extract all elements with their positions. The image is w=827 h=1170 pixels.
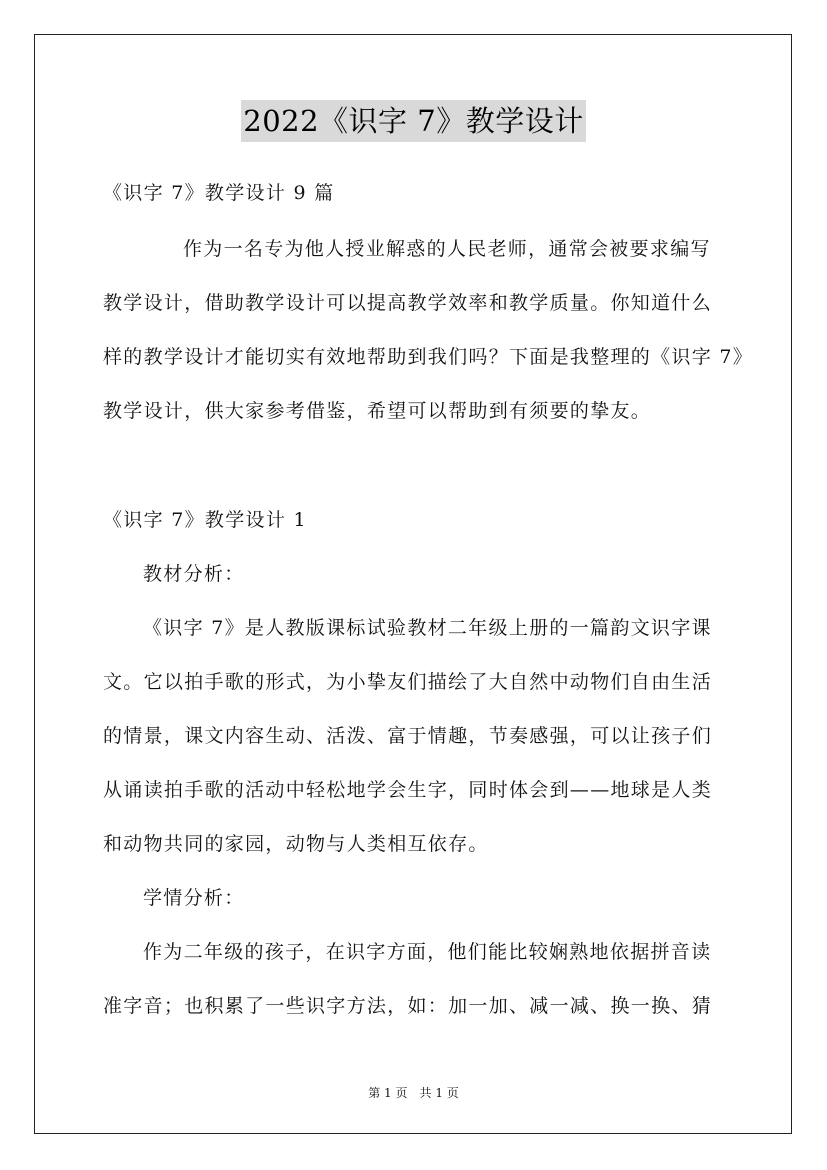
- material-line-5: 和动物共同的家园，动物与人类相互依存。: [103, 833, 489, 855]
- intro-line-4: 教学设计，供大家参考借鉴，希望可以帮助到有须要的挚友。: [103, 400, 652, 422]
- title-container: [0, 100, 827, 142]
- material-line-4: 从诵读拍手歌的活动中轻松地学会生字，同时体会到——地球是人类: [103, 779, 713, 801]
- page-footer: 第 1 页 共 1 页: [368, 1086, 459, 1100]
- material-line-3: 的情景，课文内容生动、活泼、富于情趣，节奏感强，可以让孩子们: [103, 725, 713, 747]
- heading-student: 学情分析：: [143, 887, 245, 909]
- intro-line-2: 教学设计，借助教学设计可以提高教学效率和教学质量。你知道什么: [103, 292, 713, 314]
- material-line-2: 文。它以拍手歌的形式，为小挚友们描绘了大自然中动物们自由生活: [103, 671, 713, 693]
- intro-line-1: 作为一名专为他人授业解惑的人民老师，通常会被要求编写: [183, 238, 711, 260]
- student-line-1: 作为二年级的孩子，在识字方面，他们能比较娴熟地依据拼音读: [143, 941, 712, 963]
- intro-line-3: 样的教学设计才能切实有效地帮助到我们吗？下面是我整理的《识字 7》: [103, 346, 754, 368]
- section-title: 《识字 7》教学设计 1: [103, 509, 307, 531]
- heading-material: 教材分析：: [143, 563, 245, 585]
- material-line-1: 《识字 7》是人教版课标试验教材二年级上册的一篇韵文识字课: [143, 617, 712, 639]
- document-title: 2022《识字 7》教学设计: [241, 100, 585, 142]
- student-line-2: 准字音；也积累了一些识字方法，如：加一加、减一减、换一换、猜: [103, 995, 713, 1017]
- document-subtitle: 《识字 7》教学设计 9 篇: [103, 182, 335, 204]
